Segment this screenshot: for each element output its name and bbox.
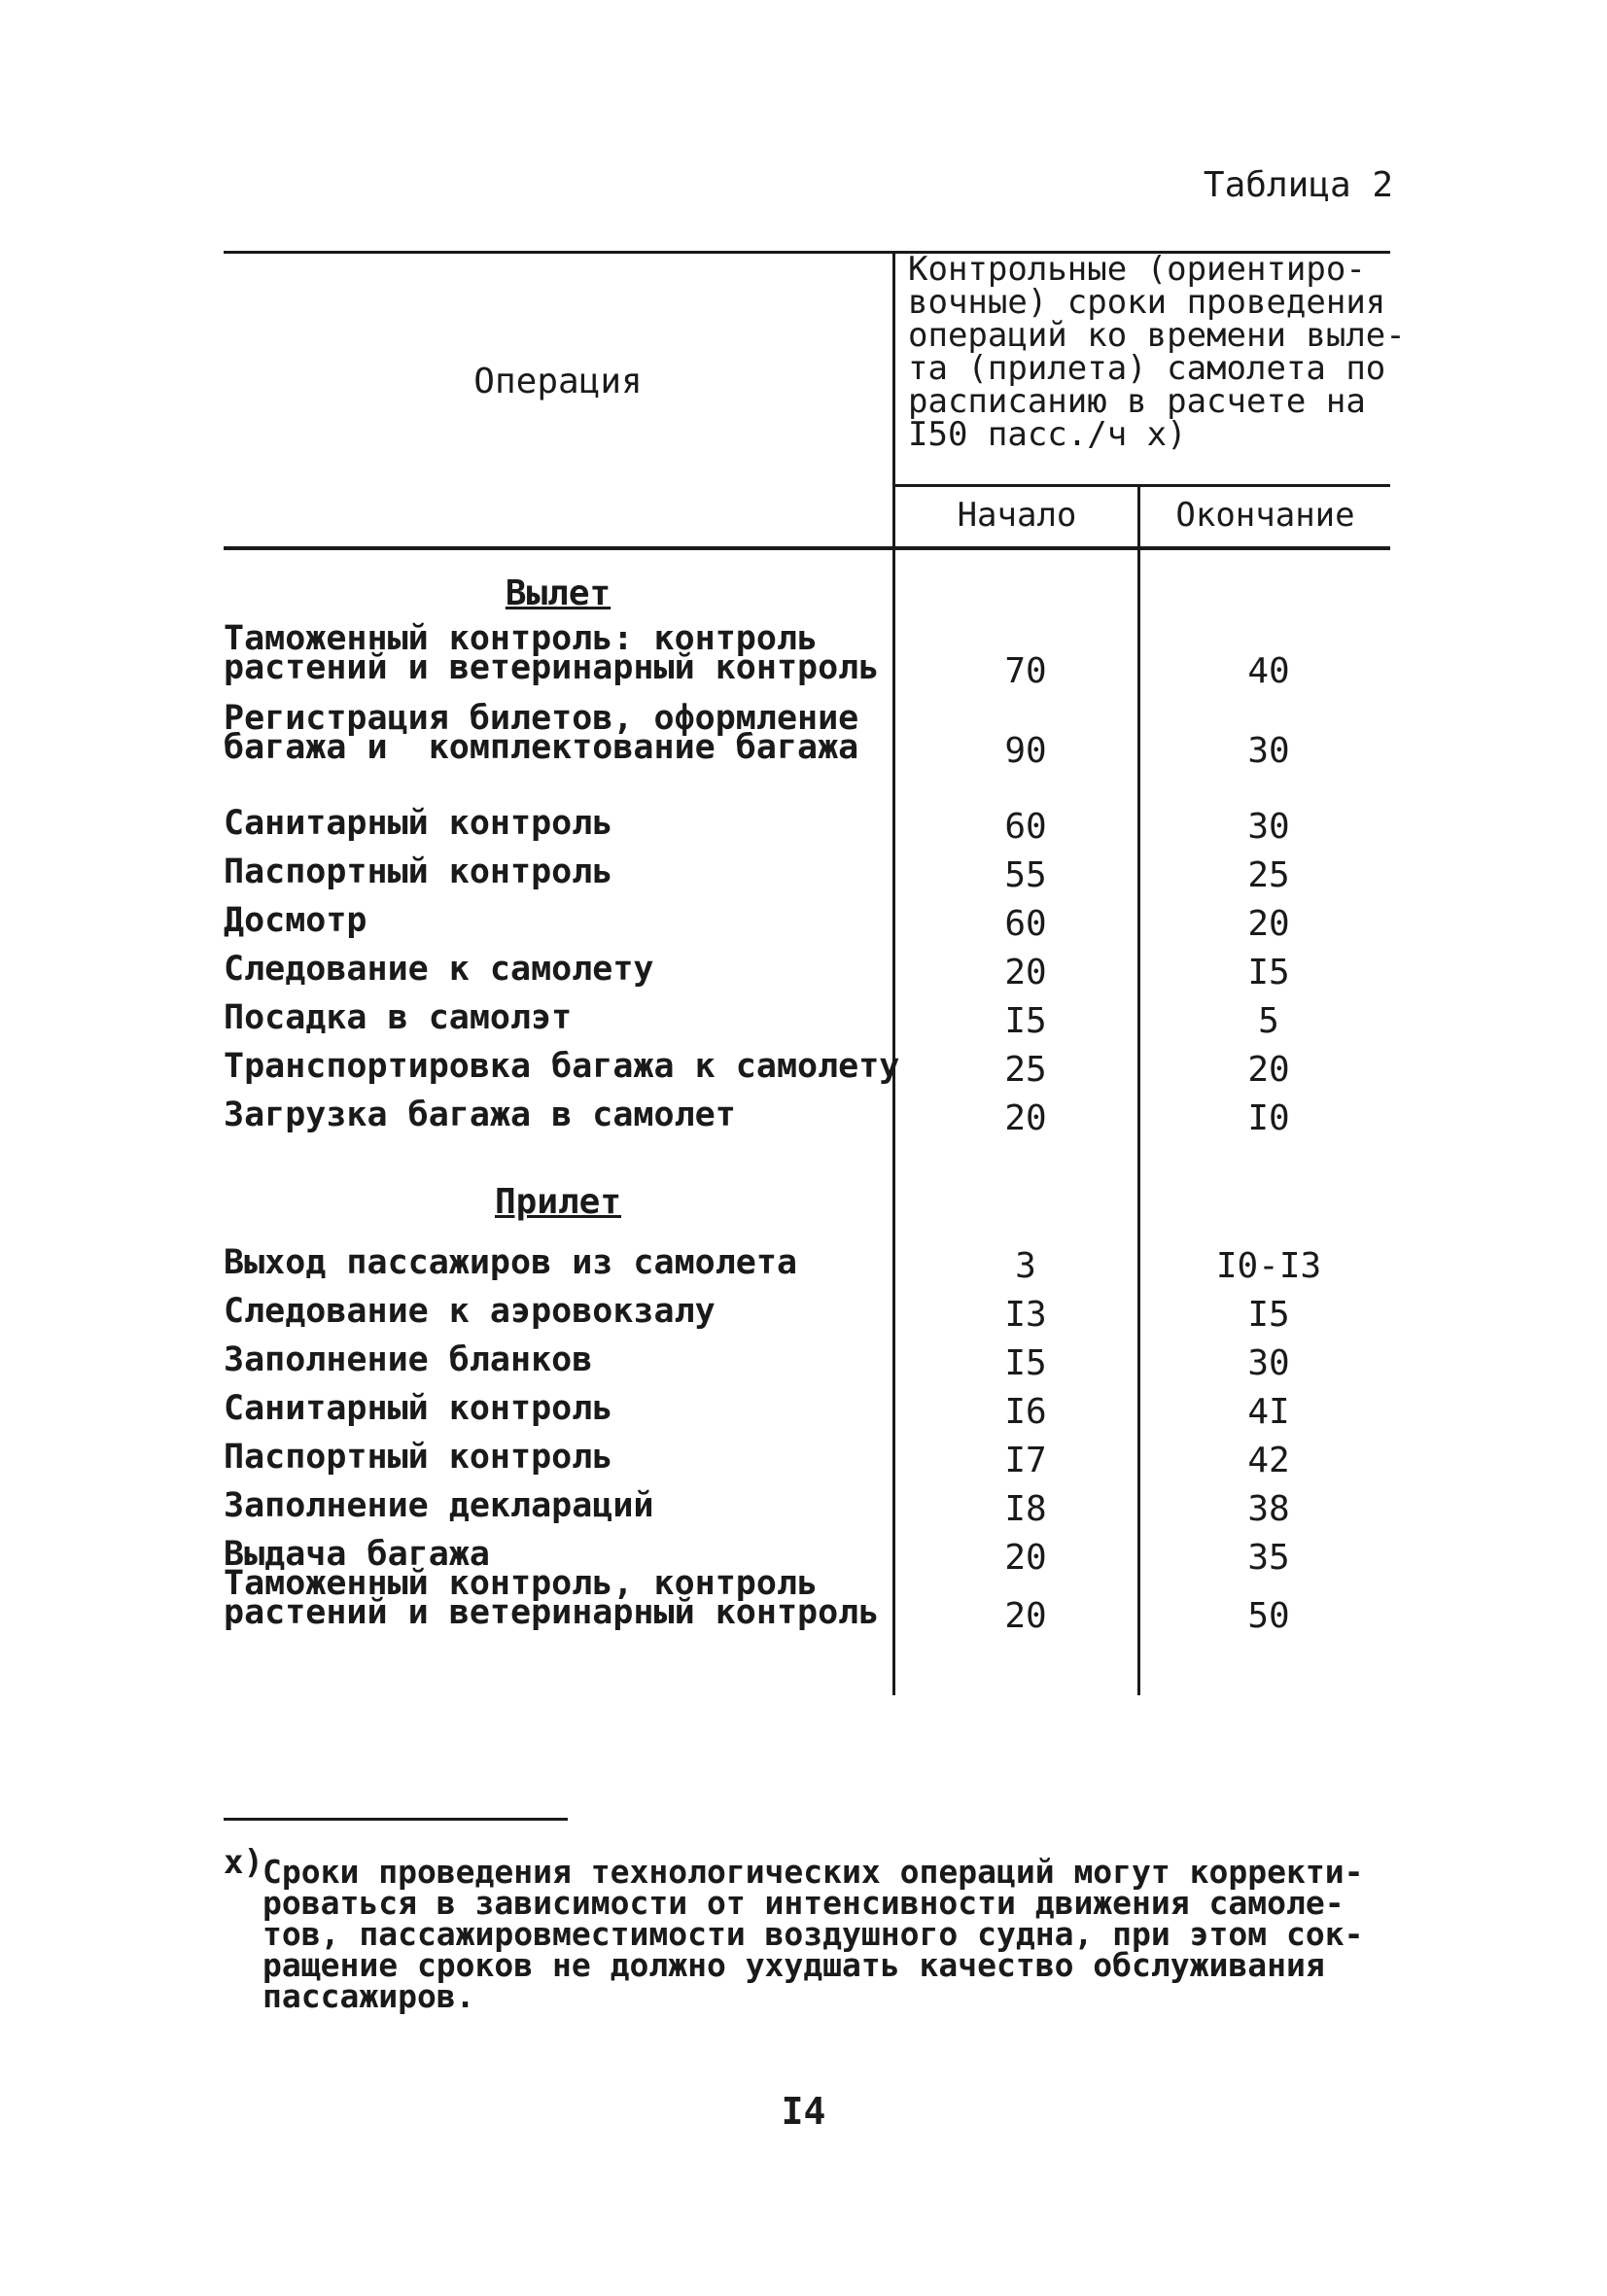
start-value: I6 [1004, 1392, 1047, 1432]
operation-name: Следование к аэровокзалу [224, 1292, 716, 1331]
end-value: I0-I3 [1215, 1246, 1322, 1286]
operation-name: Загрузка багажа в самолет [224, 1096, 736, 1134]
start-value: 20 [1004, 1538, 1047, 1578]
footnote-text: Сроки проведения технологических операций могут корректи- роваться в зависимости от интенсивности движения самоле- тов, пассажировместимости воздушного судна, при этом сок- ращение сроков не должно ухудшать качество обслуживания пассажиров. [262, 1853, 1364, 2015]
start-value: 60 [1004, 807, 1047, 847]
header-timing-line: операций ко времени выле- [908, 316, 1406, 355]
start-value: I5 [1004, 1001, 1047, 1041]
end-value: I5 [1247, 1295, 1290, 1335]
start-value: I8 [1004, 1489, 1047, 1529]
start-value: 70 [1004, 651, 1047, 691]
operation-name: Паспортный контроль [224, 1438, 613, 1477]
start-value: 55 [1004, 855, 1047, 895]
start-value: I5 [1004, 1343, 1047, 1383]
header-timing [908, 250, 1406, 454]
header-timing-line: вочные) сроки проведения [908, 283, 1386, 322]
operation-name: Следование к самолету [224, 950, 654, 989]
end-value: 50 [1247, 1596, 1290, 1636]
start-value: 25 [1004, 1050, 1047, 1090]
header-timing-line: та (прилета) самолета по [908, 349, 1386, 388]
start-value: 20 [1004, 953, 1047, 992]
operation-name: Таможенный контроль, контроль растений и ветеринарный контроль [224, 1564, 880, 1632]
start-value: 60 [1004, 904, 1047, 944]
end-value: 5 [1258, 1001, 1279, 1041]
start-value: I3 [1004, 1295, 1047, 1335]
end-value: I0 [1247, 1098, 1290, 1138]
operation-name: Посадка в самолэт [224, 998, 573, 1037]
end-value: 20 [1247, 1050, 1290, 1090]
operation-name: Санитарный контроль [224, 804, 613, 843]
end-value: 30 [1247, 1343, 1290, 1383]
start-value: 20 [1004, 1098, 1047, 1138]
operation-name: Досмотр [224, 901, 367, 940]
operation-name: Заполнение деклараций [224, 1486, 654, 1525]
header-sub-rule [894, 484, 1390, 487]
section-title: Прилет [494, 1182, 622, 1222]
start-value: I7 [1004, 1441, 1047, 1480]
page-number: I4 [781, 2090, 826, 2133]
table-caption: Таблица 2 [1203, 165, 1393, 205]
header-end: Окончание [1175, 496, 1355, 535]
operation-name: Транспортировка багажа к самолету [224, 1047, 900, 1086]
end-value: 40 [1247, 651, 1290, 691]
operation-name: Заполнение бланков [224, 1340, 593, 1379]
start-value: 3 [1015, 1246, 1036, 1286]
end-value: 30 [1247, 807, 1290, 847]
end-value: 30 [1247, 731, 1290, 771]
end-value: I5 [1247, 953, 1290, 992]
start-value: 20 [1004, 1596, 1047, 1636]
operation-name: Санитарный контроль [224, 1389, 613, 1428]
end-value: 42 [1247, 1441, 1290, 1480]
header-timing-line: I50 пасс./ч х) [908, 415, 1187, 454]
header-operation: Операция [473, 362, 643, 401]
footnote-rule [224, 1818, 568, 1821]
operation-name: Выход пассажиров из самолета [224, 1243, 798, 1282]
end-value: 35 [1247, 1538, 1290, 1578]
end-value: 25 [1247, 855, 1290, 895]
operation-name: Выдача багажа [224, 1535, 490, 1574]
header-start: Начало [957, 496, 1077, 535]
header-timing-line: расписанию в расчете на [908, 382, 1366, 421]
section-title: Вылет [505, 574, 611, 613]
end-value: 4I [1247, 1392, 1290, 1432]
header-bottom-rule [224, 546, 1390, 550]
end-value: 38 [1247, 1489, 1290, 1529]
operation-name: Таможенный контроль: контроль растений и ветеринарный контроль [224, 619, 880, 687]
operation-name: Регистрация билетов, оформление багажа и комплектование багажа [224, 699, 859, 767]
operation-name: Паспортный контроль [224, 852, 613, 891]
start-value: 90 [1004, 731, 1047, 771]
end-value: 20 [1247, 904, 1290, 944]
header-timing-line: Контрольные (ориентиро- [908, 250, 1366, 289]
footnote-mark: х) [224, 1843, 263, 1882]
